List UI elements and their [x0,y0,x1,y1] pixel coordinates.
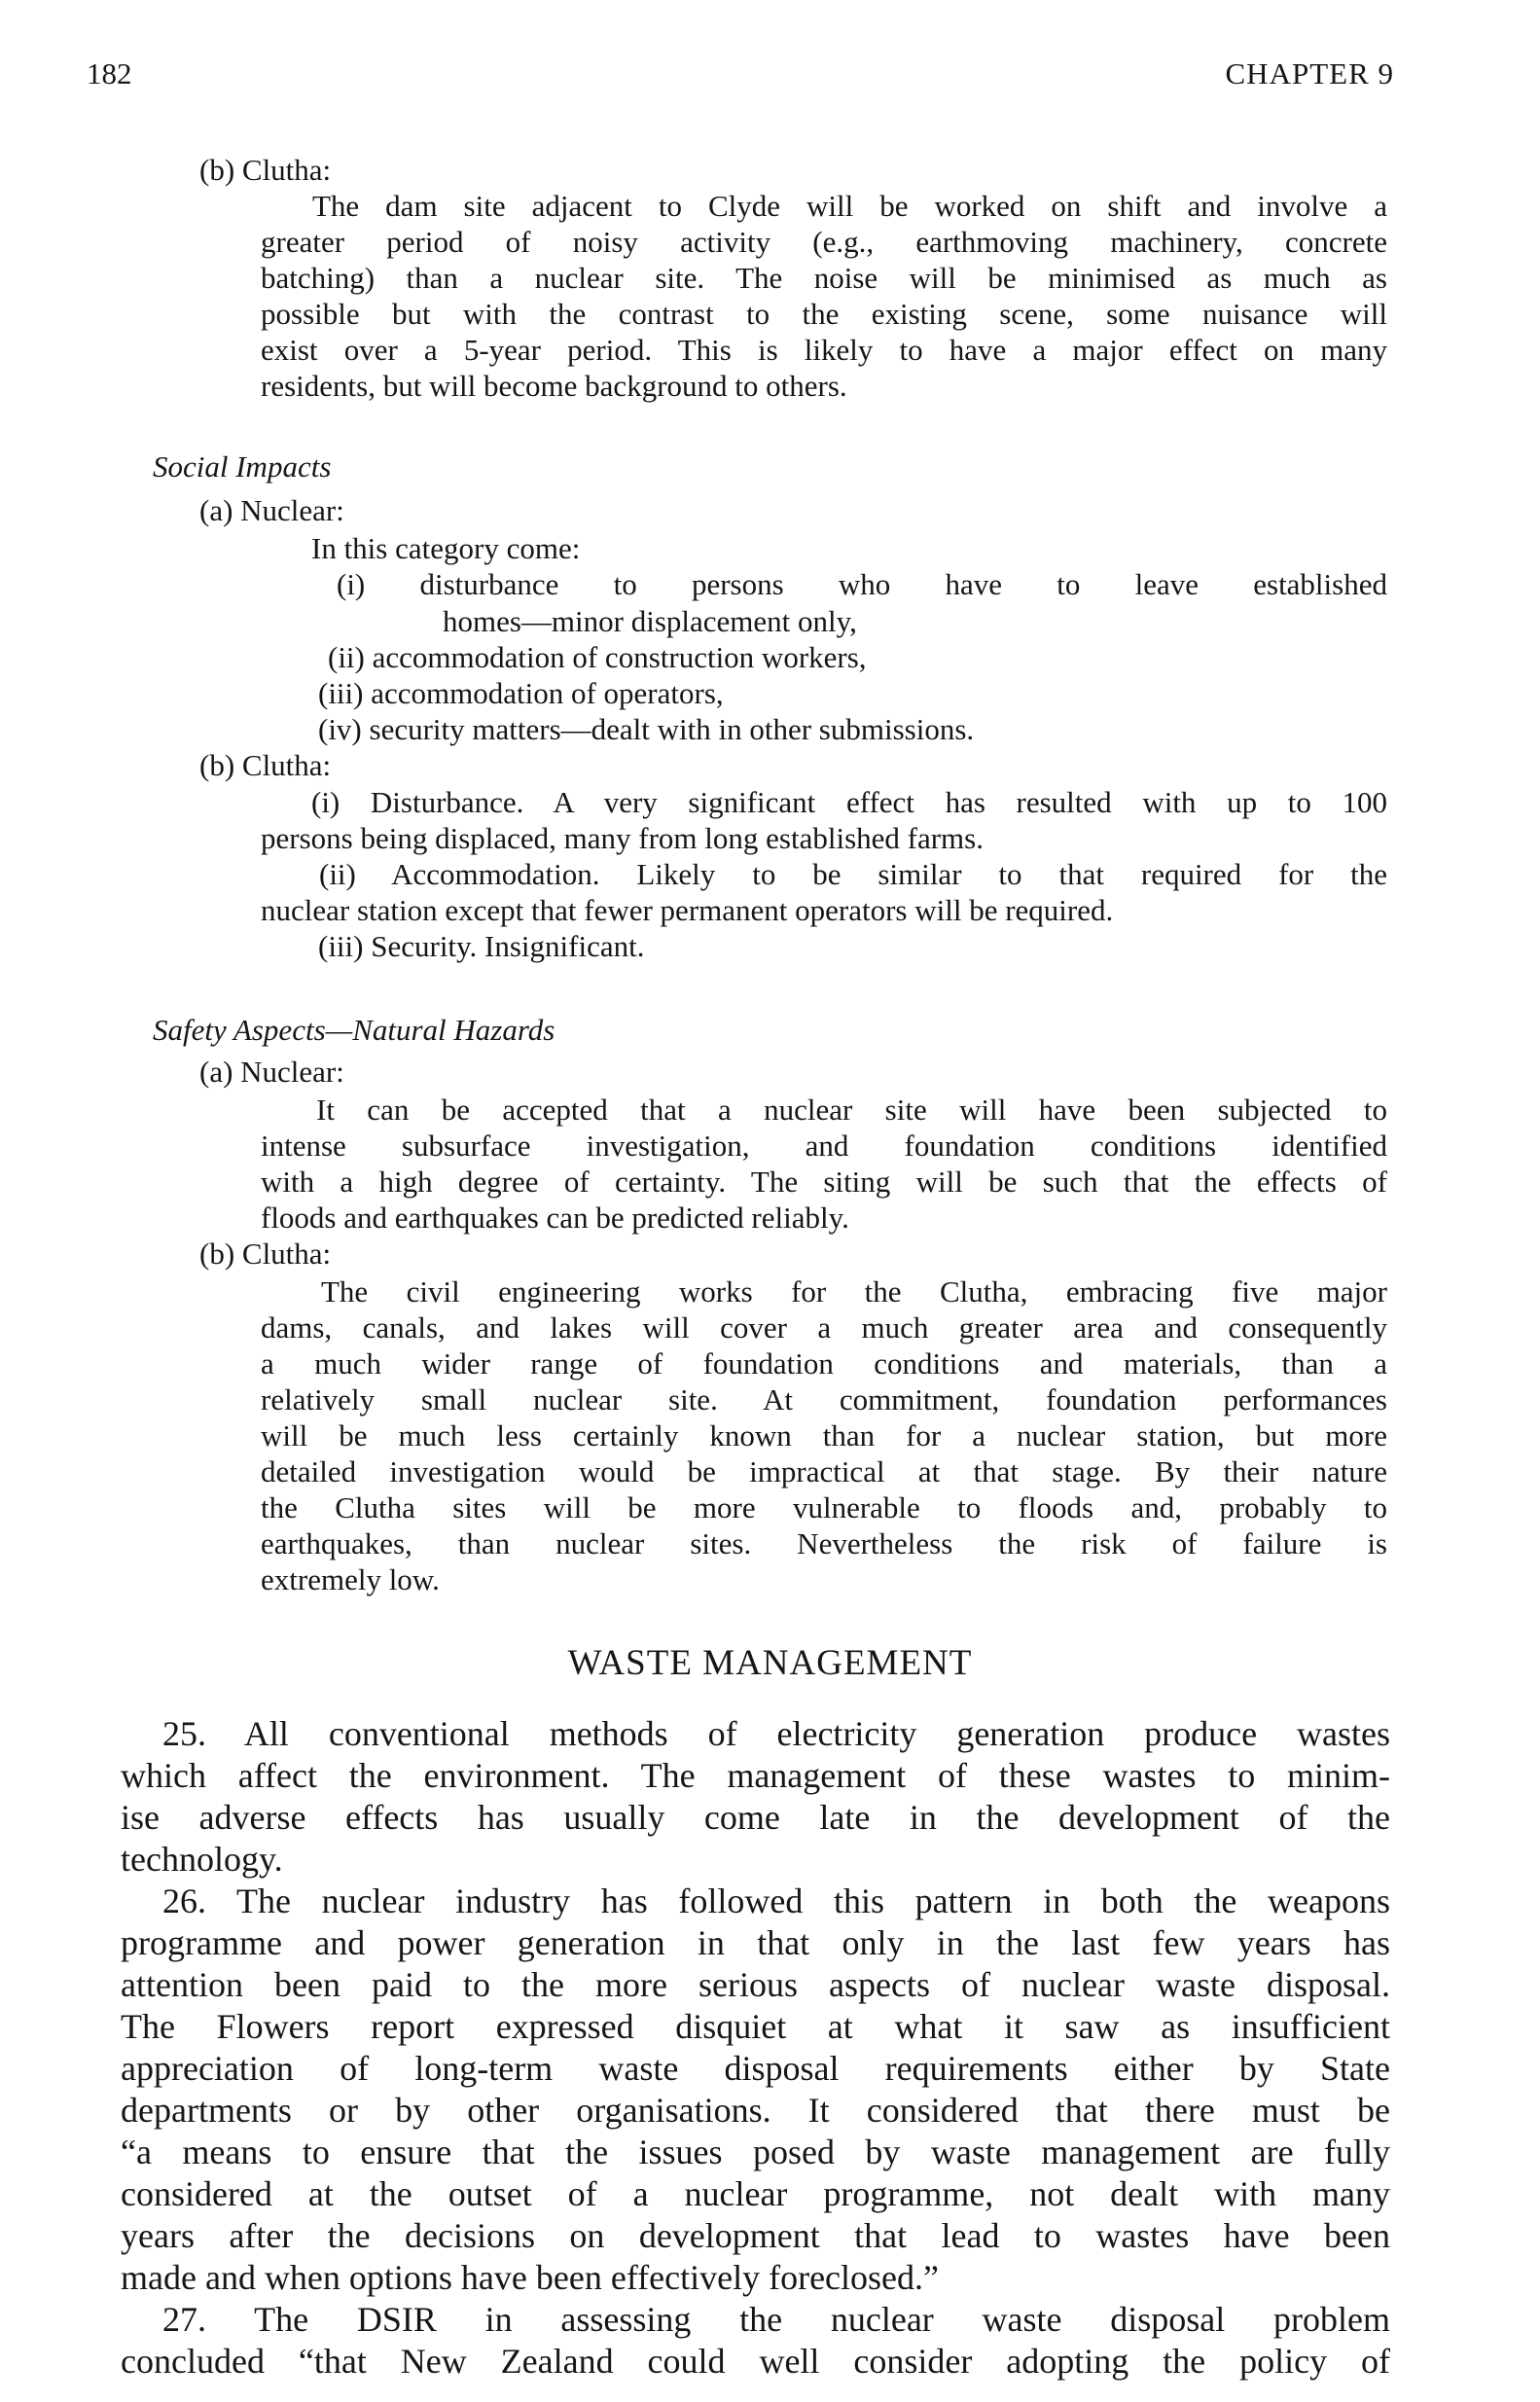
social-nuclear-item-iii: (iii) accommodation of operators, [318,676,724,710]
text-line: The dam site adjacent to Clyde will be worked on shift and involve a [312,189,1387,223]
text-line: persons being displaced, many from long established farms. [261,821,984,855]
text-line: departments or by other organisations. It considered that there must be [121,2091,1390,2130]
safety-clutha-label: (b) Clutha: [199,1237,332,1271]
text-line: considered at the outset of a nuclear programme, not dealt with many [121,2174,1390,2213]
social-nuclear-item-i-cont: homes—minor displacement only, [443,604,857,638]
text-line: (i) Disturbance. A very significant effect has resulted with up to 100 [311,785,1387,819]
text-line: (ii) Accommodation. Likely to be similar to that required for the [319,857,1387,891]
text-line: detailed investigation would be impractical at that stage. By their nature [261,1454,1387,1488]
text-line: 26. The nuclear industry has followed this pattern in both the weapons [162,1882,1390,1920]
social-clutha-label: (b) Clutha: [199,748,332,782]
text-line: floods and earthquakes can be predicted reliably. [261,1201,849,1235]
text-line: with a high degree of certainty. The siting will be such that the effects of [261,1165,1387,1199]
social-nuclear-intro: In this category come: [311,531,581,565]
text-line: 25. All conventional methods of electricity generation produce wastes [162,1714,1390,1753]
social-nuclear-item-i [337,566,1387,602]
text-line: will be much less certainly known than for a nuclear station, but more [261,1418,1387,1452]
text-line: intense subsurface investigation, and foundation conditions identified [261,1129,1387,1163]
text-line: dams, canals, and lakes will cover a much greater area and consequently [261,1310,1387,1344]
social-nuclear-label: (a) Nuclear: [199,493,344,527]
noise-clutha-text [261,188,1387,404]
social-nuclear-item-ii: (ii) accommodation of construction workers, [328,640,867,674]
text-line: made and when options have been effectively foreclosed.” [121,2258,939,2297]
text-line: programme and power generation in that only in the last few years has [121,1923,1390,1962]
text-line: 27. The DSIR in assessing the nuclear waste disposal problem [162,2300,1390,2339]
text-line: nuclear station except that fewer permanent operators will be required. [261,893,1114,927]
text-line: batching) than a nuclear site. The noise will be minimised as much as [261,261,1387,295]
subheading-social-impacts: Social Impacts [153,449,332,484]
text-line: relatively small nuclear site. At commitment, foundation performances [261,1382,1387,1416]
text-line: (i) disturbance to persons who have to leave established [337,567,1387,601]
paragraph-25 [121,1713,1390,1881]
social-clutha-item-ii [261,856,1387,928]
text-line: The Flowers report expressed disquiet at what it saw as insufficient [121,2007,1390,2046]
text-line: appreciation of long-term waste disposal requirements either by State [121,2049,1390,2088]
text-line: ise adverse effects has usually come late in the development of the [121,1798,1390,1837]
subheading-safety-aspects: Safety Aspects—Natural Hazards [153,1013,555,1047]
text-line: extremely low. [261,1562,440,1596]
social-clutha-item-iii: (iii) Security. Insignificant. [318,929,645,963]
text-line: years after the decisions on development that lead to wastes have been [121,2216,1390,2255]
social-clutha-item-i [261,784,1387,856]
text-line: concluded “that New Zealand could well consider adopting the policy of [121,2342,1390,2381]
text-line: technology. [121,1840,283,1879]
text-line: greater period of noisy activity (e.g., earthmoving machinery, concrete [261,225,1387,259]
text-line: possible but with the contrast to the existing scene, some nuisance will [261,297,1387,331]
paragraph-26 [121,1881,1390,2299]
social-nuclear-item-iv: (iv) security matters—dealt with in other submissions. [318,712,975,746]
section-heading-waste-management: WASTE MANAGEMENT [567,1643,973,1683]
text-line: which affect the environment. The management of these wastes to minim- [121,1756,1390,1795]
text-line: the Clutha sites will be more vulnerable to floods and, probably to [261,1490,1387,1524]
text-line: “a means to ensure that the issues posed by waste management are fully [121,2133,1390,2171]
safety-nuclear-text [261,1092,1387,1236]
text-line: It can be accepted that a nuclear site will have been subjected to [316,1093,1387,1127]
text-line: attention been paid to the more serious aspects of nuclear waste disposal. [121,1965,1390,2004]
page-number: 182 [87,56,132,90]
text-line: The civil engineering works for the Clutha, embracing five major [321,1274,1387,1309]
safety-clutha-text [261,1273,1387,1597]
text-line: a much wider range of foundation conditions and materials, than a [261,1346,1387,1380]
text-line: exist over a 5-year period. This is likely to have a major effect on many [261,333,1387,367]
text-line: earthquakes, than nuclear sites. Nevertheless the risk of failure is [261,1526,1387,1560]
safety-nuclear-label: (a) Nuclear: [199,1055,344,1089]
chapter-label: CHAPTER 9 [1225,56,1394,90]
noise-clutha-label: (b) Clutha: [199,153,332,187]
paragraph-27 [121,2299,1390,2383]
text-line: residents, but will become background to others. [261,369,847,403]
